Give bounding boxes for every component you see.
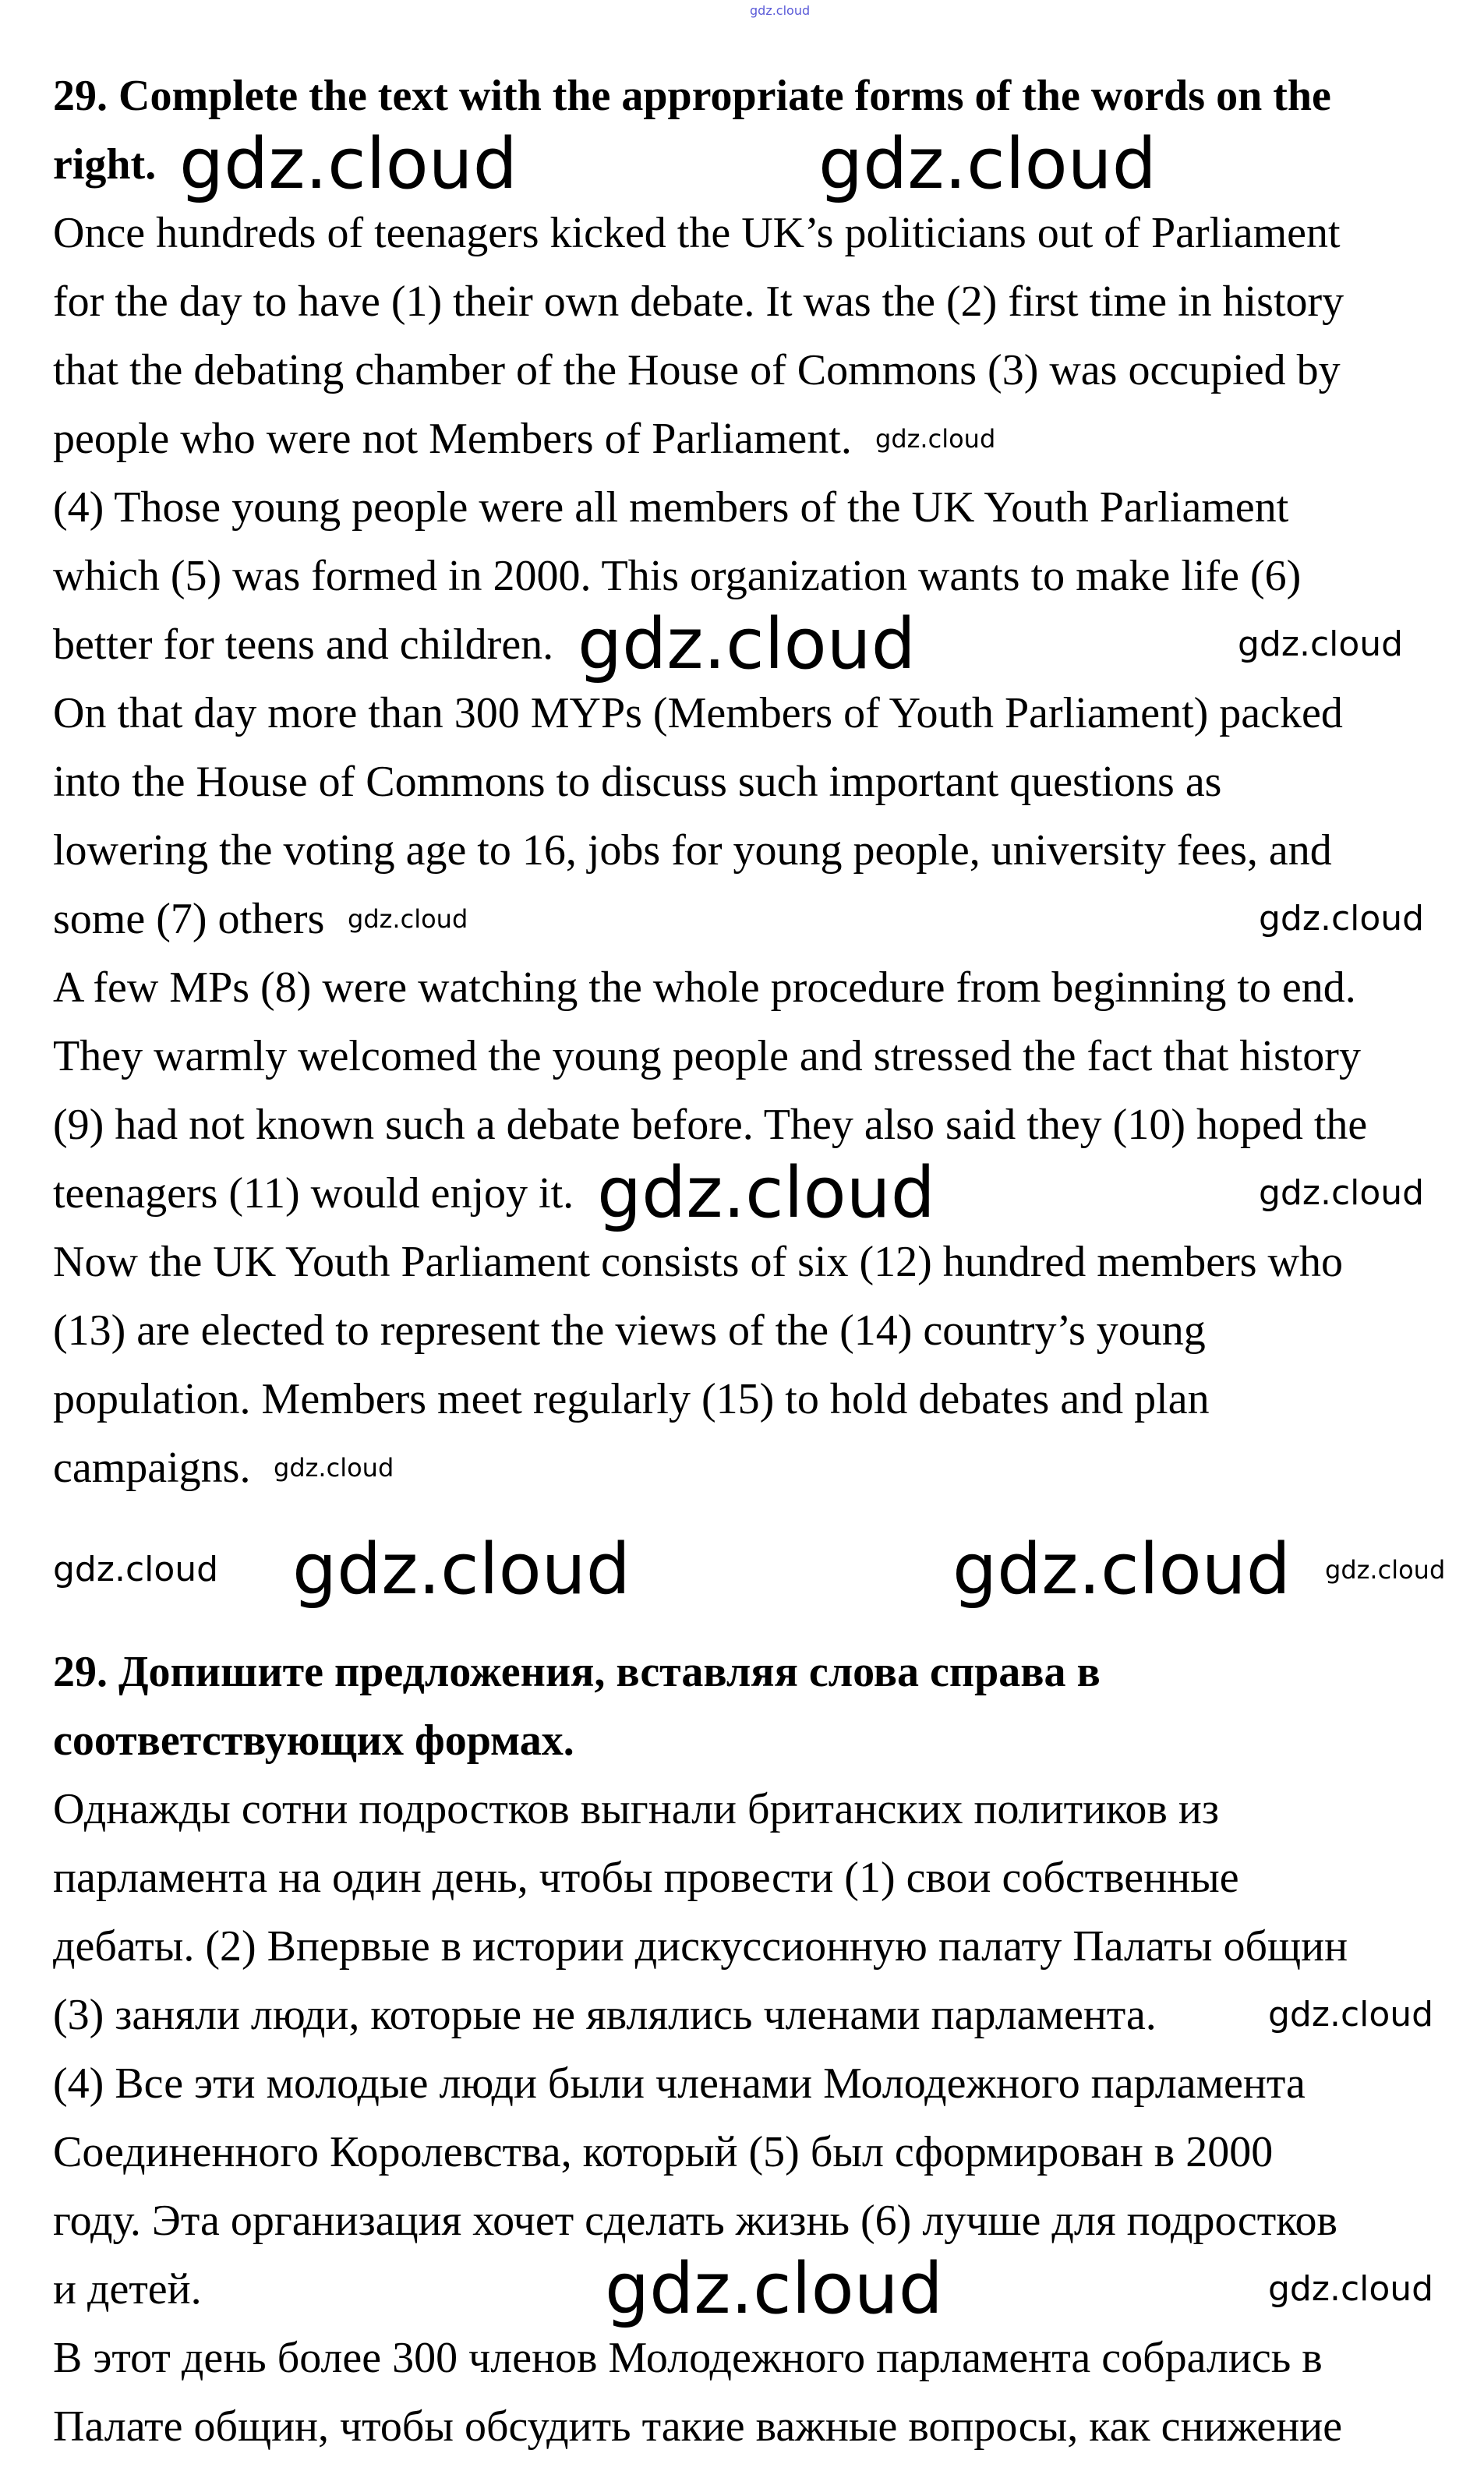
watermark: gdz.cloud (578, 603, 916, 685)
watermark: gdz.cloud (597, 1152, 935, 1234)
text-line-ru: (3) заняли люди, которые не являлись членами парламента. (53, 1991, 1157, 2039)
text-line-en: which (5) was formed in 2000. This organization wants to make life (6) (53, 552, 1302, 600)
text-line-en: people who were not Members of Parliament. (53, 415, 852, 463)
text-line-en: teenagers (11) would enjoy it. (53, 1169, 574, 1218)
watermark: gdz.cloud (53, 1550, 219, 1589)
watermark: gdz.cloud (1325, 1555, 1446, 1585)
text-line-ru: Соединенного Королевства, который (5) был сформирован в 2000 (53, 2128, 1274, 2176)
watermark: gdz.cloud (1268, 2269, 1434, 2309)
watermark: gdz.cloud (1268, 1995, 1434, 2034)
watermark: gdz.cloud (1259, 899, 1425, 939)
text-line-en: some (7) others (53, 895, 325, 943)
watermark: gdz.cloud (1238, 624, 1404, 664)
text-line-en: for the day to have (1) their own debate. It was the (2) first time in history (53, 277, 1344, 326)
watermark: gdz.cloud (348, 904, 468, 934)
watermark: gdz.cloud (952, 1529, 1291, 1610)
watermark: gdz.cloud (818, 123, 1157, 205)
text-line-en: (13) are elected to represent the views of the (14) country’s young (53, 1306, 1206, 1355)
text-line-en: They warmly welcomed the young people and stressed the fact that history (53, 1032, 1361, 1080)
text-line-en: Once hundreds of teenagers kicked the UK’s politicians out of Parliament (53, 209, 1341, 257)
text-line-en: (4) Those young people were all members of the UK Youth Parliament (53, 483, 1289, 532)
watermark: gdz.cloud (1259, 1173, 1425, 1213)
text-line-en: campaigns. (53, 1444, 251, 1492)
text-line-ru: Однажды сотни подростков выгнали британских политиков из (53, 1785, 1219, 1833)
text-line-en: Now the UK Youth Parliament consists of six (12) hundred members who (53, 1238, 1343, 1286)
watermark: gdz.cloud (875, 424, 996, 454)
exercise-title-ru: соответствующих формах. (53, 1716, 574, 1765)
text-line-ru: дебаты. (2) Впервые в истории дискуссионную палату Палаты общин (53, 1922, 1348, 1971)
watermark: gdz.cloud (274, 1453, 394, 1483)
text-line-ru: году. Эта организация хочет сделать жизнь (6) лучше для подростков (53, 2197, 1337, 2245)
text-line-en: better for teens and children. (53, 620, 554, 669)
text-line-en: population. Members meet regularly (15) to hold debates and plan (53, 1375, 1210, 1423)
exercise-title-ru: 29. Допишите предложения, вставляя слова справа в (53, 1648, 1101, 1696)
text-line-en: that the debating chamber of the House of Commons (3) was occupied by (53, 346, 1341, 394)
text-line-ru: (4) Все эти молодые люди были членами Молодежного парламента (53, 2059, 1306, 2108)
watermark: gdz.cloud (292, 1529, 631, 1610)
watermark: gdz.cloud (605, 2248, 943, 2330)
exercise-title-en: right. (53, 140, 157, 189)
text-line-ru: В этот день более 300 членов Молодежного парламента собрались в (53, 2334, 1323, 2382)
text-line-en: (9) had not known such a debate before. They also said they (10) hoped the (53, 1101, 1368, 1149)
text-line-en: A few MPs (8) were watching the whole procedure from beginning to end. (53, 963, 1356, 1012)
text-line-en: On that day more than 300 MYPs (Members of Youth Parliament) packed (53, 689, 1343, 737)
text-line-ru: Палате общин, чтобы обсудить такие важные вопросы, как снижение (53, 2402, 1343, 2451)
text-line-en: lowering the voting age to 16, jobs for young people, university fees, and (53, 826, 1332, 875)
text-line-ru: парламента на один день, чтобы провести (1) свои собственные (53, 1854, 1239, 1902)
watermark: gdz.cloud (750, 3, 811, 18)
watermark: gdz.cloud (179, 123, 518, 205)
text-line-ru: и детей. (53, 2265, 202, 2314)
exercise-title-en: 29. Complete the text with the appropriate forms of the words on the (53, 72, 1331, 120)
text-line-en: into the House of Commons to discuss such important questions as (53, 758, 1222, 806)
